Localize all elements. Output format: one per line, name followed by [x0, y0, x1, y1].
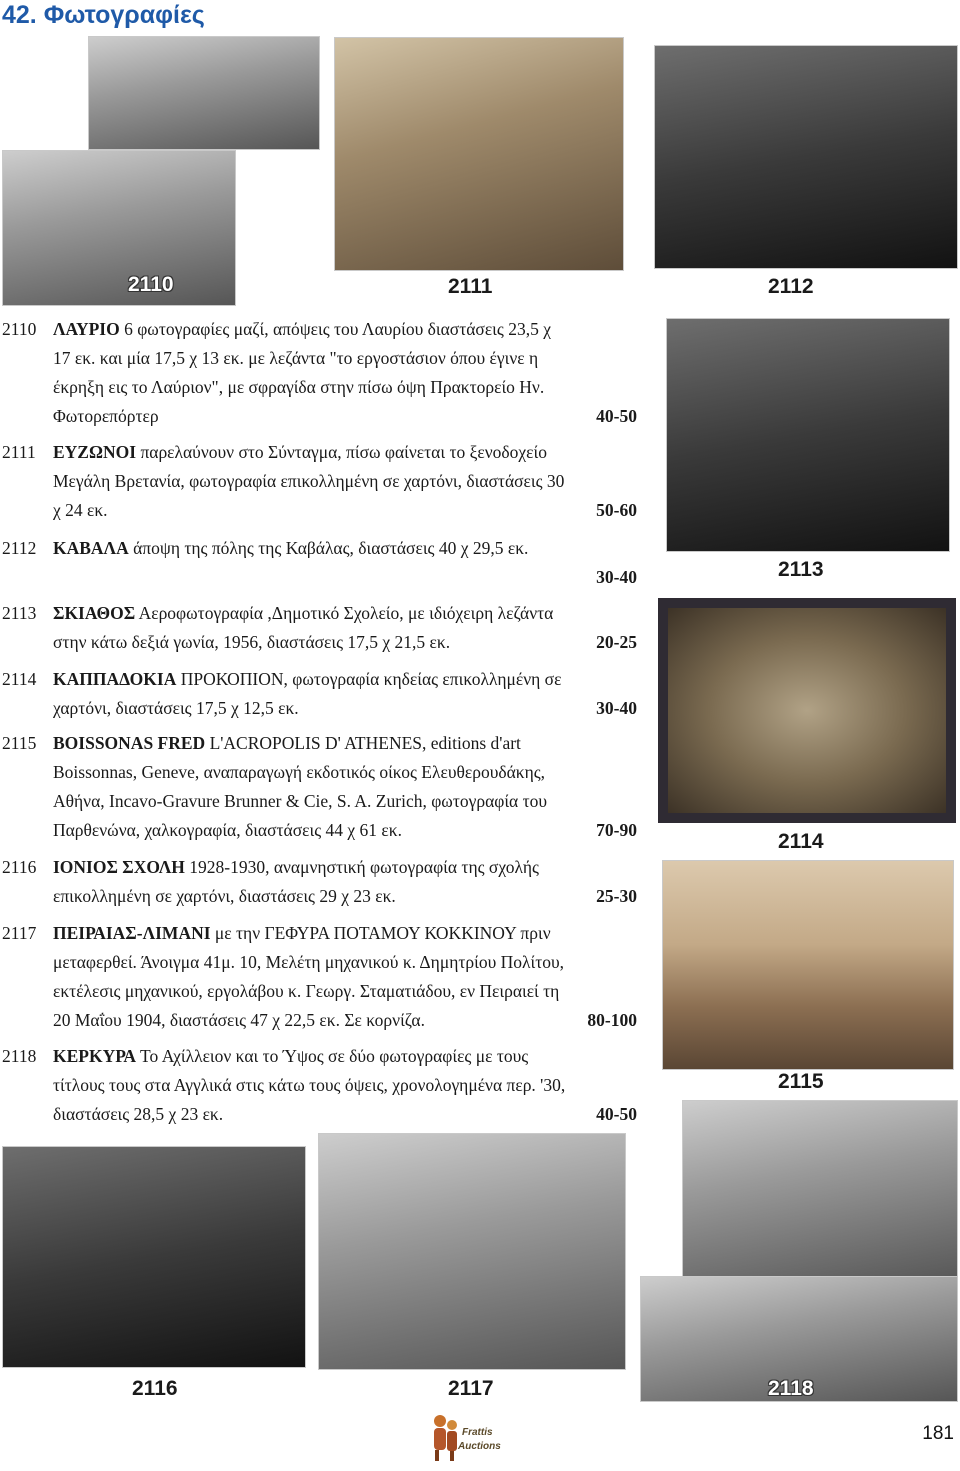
- lot-number: 2113: [2, 603, 37, 623]
- photo-2112: [654, 45, 958, 269]
- photo-2118-top: [682, 1100, 958, 1284]
- lot-price: 50-60: [596, 500, 637, 520]
- lot-number: 2111: [2, 442, 36, 462]
- logo-line-2: Auctions: [458, 1441, 501, 1452]
- photo-label-2111: 2111: [448, 275, 493, 298]
- lot-title: ΣΚΙΑΘΟΣ: [53, 603, 136, 623]
- lot-title: ΕΥΖΩΝΟΙ: [53, 442, 137, 462]
- lot-number: 2118: [2, 1046, 37, 1066]
- logo-line-1: Frattis: [462, 1427, 493, 1438]
- lot-desc-line: εκτέλεσις μηχανικού, εργολάβου κ. Γεωργ. Σταματιάδου, εν Πειραιεί τη: [53, 981, 560, 1001]
- photo-label-2112: 2112: [768, 275, 814, 298]
- lot-desc-line: 6 φωτογραφίες μαζί, απόψεις του Λαυρίου διαστάσεις 23,5 χ: [124, 319, 551, 339]
- lot-number: 2110: [2, 319, 37, 339]
- lot-number: 2117: [2, 923, 37, 943]
- photo-label-2117: 2117: [448, 1377, 494, 1400]
- lot-title: ΙΟΝΙΟΣ ΣΧΟΛΗ: [53, 857, 185, 877]
- photo-2110-top: [88, 36, 320, 150]
- lot-desc-line: παρελαύνουν στο Σύνταγμα, πίσω φαίνεται το ξενοδοχείο: [140, 442, 547, 462]
- lot-number: 2116: [2, 857, 37, 877]
- lot-desc-line: χ 24 εκ.: [53, 500, 108, 520]
- photo-2116: [2, 1146, 306, 1368]
- lot-desc-line: μεταφερθεί. Άνοιγμα 41μ. 10, Μελέτη μηχανικού κ. Δημητρίου Πολίτου,: [53, 952, 565, 972]
- lot-title: ΚΑΠΠΑΔΟΚΙΑ: [53, 669, 177, 689]
- lot-title: ΚΑΒΑΛΑ: [53, 538, 129, 558]
- lot-desc-line: Το Αχίλλειον και το Ύψος σε δύο φωτογραφίες με τους: [140, 1046, 529, 1066]
- photo-label-2116: 2116: [132, 1377, 178, 1400]
- lot-desc-line: τίτλους τους στα Αγγλικά στις κάτω τους όψεις, χρονολογημένα περ. '30,: [53, 1075, 566, 1095]
- lot-desc-line: στην κάτω δεξιά γωνία, 1956, διαστάσεις 17,5 χ 21,5 εκ.: [53, 632, 451, 652]
- photo-label-2110: 2110: [128, 273, 174, 296]
- lot-price: 40-50: [596, 406, 637, 426]
- lot-price: 30-40: [596, 567, 637, 587]
- figures-icon: [430, 1413, 460, 1463]
- lot-desc-line: Παρθενώνα, χαλκογραφία, διαστάσεις 44 χ 61 εκ.: [53, 820, 402, 840]
- lot-price: 40-50: [596, 1104, 637, 1124]
- lot-price: 30-40: [596, 698, 637, 718]
- lot-desc-line: άποψη της πόλης της Καβάλας, διαστάσεις 40 χ 29,5 εκ.: [133, 538, 529, 558]
- lot-desc-line: 17 εκ. και μία 17,5 χ 13 εκ. με λεζάντα "το εργοστάσιον όπου έγινε η: [53, 348, 539, 368]
- lot-desc-line: διαστάσεις 28,5 χ 23 εκ.: [53, 1104, 224, 1124]
- lot-title: BOISSONAS FRED: [53, 733, 206, 753]
- page-number: 181: [922, 1423, 954, 1444]
- photo-2113: [666, 318, 950, 552]
- lot-number: 2114: [2, 669, 37, 689]
- lot-desc-line: με την ΓΕΦΥΡΑ ΠΟΤΑΜΟΥ ΚΟΚΚΙΝΟΥ πριν: [214, 923, 551, 943]
- photo-2114: [658, 598, 956, 823]
- lot-price: 70-90: [596, 820, 637, 840]
- lot-desc-line: Αεροφωτογραφία ,Δημοτικό Σχολείο, με ιδιόχειρη λεζάντα: [138, 603, 554, 623]
- lot-price: 25-30: [596, 886, 637, 906]
- lot-desc-line: 20 Μαΐου 1904, διαστάσεις 47 χ 22,5 εκ. Σε κορνίζα.: [53, 1010, 425, 1030]
- photo-2111: [334, 37, 624, 271]
- page-title: 42. Φωτογραφίες: [2, 1, 205, 29]
- photo-2115: [662, 860, 954, 1070]
- lot-desc-line: Boissonnas, Geneve, αναπαραγωγή εκδοτικός οίκος Ελευθερουδάκης,: [53, 762, 546, 782]
- lot-desc-line: L'ACROPOLIS D' ATHENES, editions d'art: [209, 733, 521, 753]
- lot-desc-line: χαρτόνι, διαστάσεις 17,5 χ 12,5 εκ.: [53, 698, 299, 718]
- lot-desc-line: Μεγάλη Βρετανία, φωτογραφία επικολλημένη σε χαρτόνι, διαστάσεις 30: [53, 471, 565, 491]
- lot-price: 80-100: [587, 1010, 637, 1030]
- lot-number: 2115: [2, 733, 37, 753]
- lot-desc-line: επικολλημένη σε χαρτόνι, διαστάσεις 29 χ 23 εκ.: [53, 886, 396, 906]
- lot-title: ΚΕΡΚΥΡΑ: [53, 1046, 136, 1066]
- photo-2117: [318, 1133, 626, 1370]
- lot-number: 2112: [2, 538, 37, 558]
- lot-desc-line: έκρηξη εις το Λαύριον", με σφραγίδα στην πίσω όψη Πρακτορείο Ην.: [53, 377, 545, 397]
- lot-price: 20-25: [596, 632, 637, 652]
- lot-title: ΛΑΥΡΙΟ: [53, 319, 120, 339]
- lot-desc-line: Φωτορεπόρτερ: [53, 406, 159, 426]
- photo-label-2115: 2115: [778, 1070, 824, 1093]
- lot-desc-line: ΠΡΟΚΟΠΙΟΝ, φωτογραφία κηδείας επικολλημένη σε: [180, 669, 562, 689]
- lot-title: ΠΕΙΡΑΙΑΣ-ΛΙΜΑΝΙ: [53, 923, 211, 943]
- auction-logo: [430, 1413, 530, 1465]
- photo-2110-bottom: [2, 150, 236, 306]
- lot-desc-line: 1928-1930, αναμνηστική φωτογραφία της σχολής: [189, 857, 539, 877]
- photo-label-2118: 2118: [768, 1377, 814, 1400]
- lot-desc-line: Αθήνα, Incavo-Gravure Brunner & Cie, S. A. Zurich, φωτογραφία του: [53, 791, 548, 811]
- photo-label-2113: 2113: [778, 558, 824, 581]
- photo-label-2114: 2114: [778, 830, 824, 853]
